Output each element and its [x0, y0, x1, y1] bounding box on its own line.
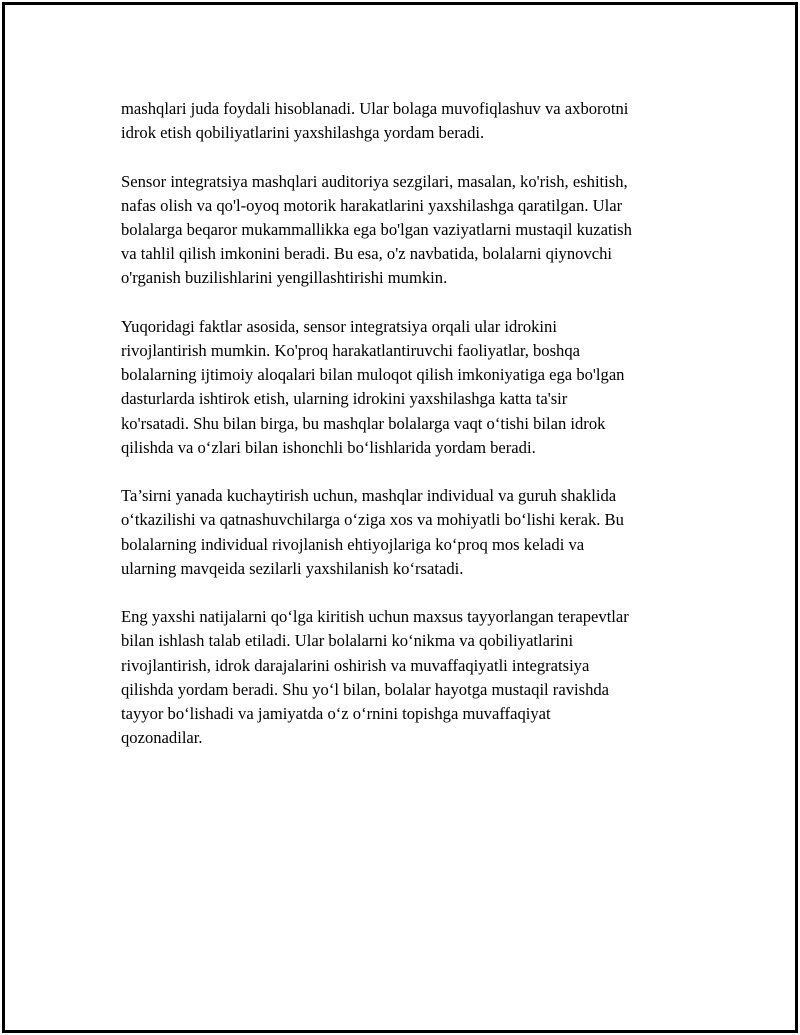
text-line: bolalarning ijtimoiy aloqalari bilan muloqot qilish imkoniyatiga ega bo'lgan [121, 365, 625, 385]
text-line: qilishda va o‘zlari bilan ishonchli bo‘lishlarida yordam beradi. [121, 437, 536, 457]
text-line: dasturlarda ishtirok etish, ularning idrokini yaxshilashga katta ta'sir [121, 389, 568, 409]
text-line: mashqlari juda foydali hisoblanadi. Ular bolaga muvofiqlashuv va axborotni [121, 99, 629, 118]
text-line: nafas olish va qo'l-oyoq motorik harakatlarini yaxshilashga qaratilgan. Ular [121, 195, 623, 215]
text-line: o‘tkazilishi va qatnashuvchilarga o‘ziga xos va mohiyatli bo‘lishi kerak. Bu [121, 510, 624, 530]
text-line: tayyor bo‘lishadi va jamiyatda o‘z o‘rnini topishga muvaffaqiyat [121, 704, 551, 724]
paragraph-4 [121, 484, 701, 581]
page-frame [2, 2, 798, 1033]
text-line: idrok etish qobiliyatlarini yaxshilashga yordam beradi. [121, 123, 485, 143]
text-line: bolalarning individual rivojlanish ehtiyojlariga ko‘proq mos keladi va [121, 534, 585, 554]
text-line: o'rganish buzilishlarini yengillashtirishi mumkin. [121, 268, 448, 288]
paragraph-5 [121, 605, 701, 750]
text-line: qozonadilar. [121, 728, 203, 748]
text-line: ko'rsatadi. Shu bilan birga, bu mashqlar bolalarga vaqt o‘tishi bilan idrok [121, 413, 606, 433]
text-line: va tahlil qilish imkonini beradi. Bu esa, o'z navbatida, bolalarni qiynovchi [121, 244, 613, 264]
text-line: qilishda yordam beradi. Shu yo‘l bilan, bolalar hayotga mustaqil ravishda [121, 679, 610, 699]
text-line: rivojlantirish, idrok darajalarini oshirish va muvaffaqiyatli integratsiya [121, 655, 590, 675]
paragraph-1 [121, 97, 701, 145]
paragraph-2 [121, 170, 701, 291]
text-line: Yuqoridagi faktlar asosida, sensor integratsiya orqali ular idrokini [121, 316, 557, 336]
text-line: Ta’sirni yanada kuchaytirish uchun, mashqlar individual va guruh shaklida [121, 486, 617, 506]
text-line: Eng yaxshi natijalarni qo‘lga kiritish uchun maxsus tayyorlangan terapevtlar [121, 607, 629, 627]
text-line: rivojlantirish mumkin. Ko'proq harakatlantiruvchi faoliyatlar, boshqa [121, 341, 581, 360]
text-line: bolalarga beqaror mukammallikka ega bo'lgan vaziyatlarni mustaqil kuzatish [121, 220, 632, 239]
paragraph-3 [121, 315, 701, 460]
text-line: Sensor integratsiya mashqlari auditoriya sezgilari, masalan, ko'rish, eshitish, [121, 171, 628, 191]
document-body [121, 97, 701, 775]
text-line: ularning mavqeida sezilarli yaxshilanish ko‘rsatadi. [121, 558, 464, 578]
text-line: bilan ishlash talab etiladi. Ular bolalarni ko‘nikma va qobiliyatlarini [121, 631, 574, 651]
